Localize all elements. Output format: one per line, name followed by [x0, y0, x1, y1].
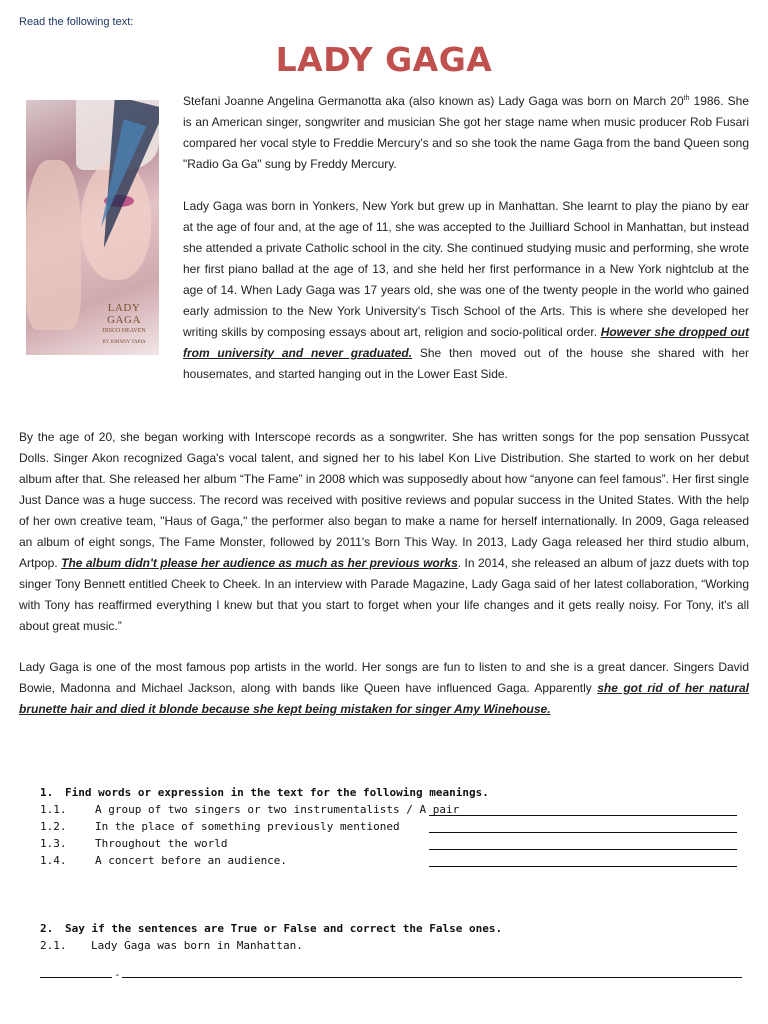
- question-item-text: A concert before an audience.: [95, 854, 288, 867]
- question-item: [40, 939, 740, 956]
- answer-blank[interactable]: [122, 977, 742, 978]
- album-cover-image: [26, 100, 159, 355]
- question-item-number: 2.1.: [40, 939, 67, 952]
- album-logo-title: LADY GAGA: [107, 302, 141, 326]
- question-1: [40, 786, 740, 871]
- question-1-heading: [40, 786, 740, 803]
- album-logo: [94, 303, 154, 346]
- correction-answer-line[interactable]: [40, 968, 742, 981]
- answer-separator: -: [114, 968, 121, 981]
- paragraph-2-text-cont: She then moved out of the house she shared with her housemates, and started hanging out in the Lower East Side.: [183, 346, 750, 381]
- answer-blank[interactable]: [429, 849, 737, 850]
- paragraph-3-highlight: The album didn't please her audience as much as her previous works: [61, 556, 458, 570]
- paragraph-2-text: Lady Gaga was born in Yonkers, New York but grew up in Manhattan. She learnt to play the piano by ear at the age of four and, at the age of 11, she was accepted to the Juilliard School in Manhattan, but instead she attended a private Catholic school in the city. She continued studying music and performing, she wrote her first piano ballad at the age of 13, and she held her first performance in a New York nightclub at the age of 14. When Lady Gaga was 17 years old, she was one of the twenty people in the world who gained early admission to the New York University's Tisch School of the Arts. This is where she developed her writing skills by composing essays about art, religion and socio-political order.: [183, 199, 749, 339]
- answer-blank[interactable]: [429, 815, 737, 816]
- question-item: [40, 854, 740, 871]
- paragraph-2: [183, 196, 749, 385]
- question-2-heading-text: Say if the sentences are True or False and correct the False ones.: [65, 922, 503, 935]
- answer-blank[interactable]: [40, 977, 112, 978]
- question-item: [40, 820, 740, 837]
- question-item-number: 1.3.: [40, 837, 67, 850]
- question-item: [40, 803, 740, 820]
- page-title: LADY GAGA: [275, 40, 493, 79]
- answer-blank[interactable]: [429, 866, 737, 867]
- paragraph-1-text: Stefani Joanne Angelina Germanotta aka (also known as) Lady Gaga was born on March 20: [183, 94, 684, 108]
- lady-gaga-album-cover: [26, 100, 159, 355]
- question-item-number: 1.4.: [40, 854, 67, 867]
- paragraph-1: [183, 91, 749, 175]
- question-item: [40, 837, 740, 854]
- question-2-heading: [40, 922, 740, 939]
- question-2: [40, 922, 740, 956]
- question-1-number: 1.: [40, 786, 54, 799]
- paragraph-1-text-cont: 1986. She is an American singer, songwriter and musician She got her stage name when music producer Rob Fusari compared her vocal style to Freddie Mercury's and so she took the name Gaga from the band Queen song "Radio Ga Ga" sung by Freddy Mercury.: [183, 94, 749, 171]
- question-item-text: Lady Gaga was born in Manhattan.: [91, 939, 303, 952]
- album-logo-credit: BY JOHNNY TAPIA: [102, 340, 146, 346]
- question-item-text: In the place of something previously mentioned: [95, 820, 400, 833]
- paragraph-3: [19, 427, 749, 637]
- question-item-text: Throughout the world: [95, 837, 228, 850]
- paragraph-3-text: By the age of 20, she began working with Interscope records as a songwriter. She has written songs for the pop sensation Pussycat Dolls. Singer Akon recognized Gaga's vocal talent, and signed her to his label Kon Live Distribution. She started to work on her debut album after that. She released her album “The Fame” in 2008 which was supposedly about how “anyone can feel famous”. Her first single Just Dance was a huge success. The record was received with positive reviews and popular success in the United States. With the help of her own creative team, "Haus of Gaga," the performer also began to make a name for herself internationally. In 2009, Gaga released an album of eight songs, The Fame Monster, followed by 2011's Born This Way. In 2013, Lady Gaga released her third studio album, Artpop.: [19, 430, 749, 570]
- question-1-heading-text: Find words or expression in the text for the following meanings.: [65, 786, 489, 799]
- answer-blank[interactable]: [429, 832, 737, 833]
- paragraph-4-text: Lady Gaga is one of the most famous pop artists in the world. Her songs are fun to listen to and she is a great dancer. Singers David Bowie, Madonna and Michael Jackson, along with bands like Queen have influenced Gaga. Apparently: [19, 660, 749, 695]
- paragraph-4: [19, 657, 749, 720]
- question-item-number: 1.2.: [40, 820, 67, 833]
- instruction-text: Read the following text:: [19, 16, 134, 28]
- question-item-text: A group of two singers or two instrumentalists / A pair: [95, 803, 460, 816]
- paragraph-3-text-cont: . In 2014, she released an album of jazz duets with top singer Tony Bennett entitled Cheek to Cheek. In an interview with Parade Magazine, Lady Gaga said of her latest collaboration, “Working with Tony has reaffirmed everything I knew but that you start to forget when your life changes and it gets really noisy. For Tony, it's all about great music.”: [19, 556, 749, 633]
- question-item-number: 1.1.: [40, 803, 67, 816]
- question-2-number: 2.: [40, 922, 54, 935]
- paragraph-2-highlight: However she dropped out from university and never graduated.: [183, 325, 749, 360]
- album-logo-subtitle: DISCO HEAVEN: [102, 328, 146, 335]
- ordinal-suffix: th: [683, 95, 690, 102]
- paragraph-4-highlight: she got rid of her natural brunette hair and died it blonde because she kept being mistaken for singer Amy Winehouse.: [19, 681, 749, 716]
